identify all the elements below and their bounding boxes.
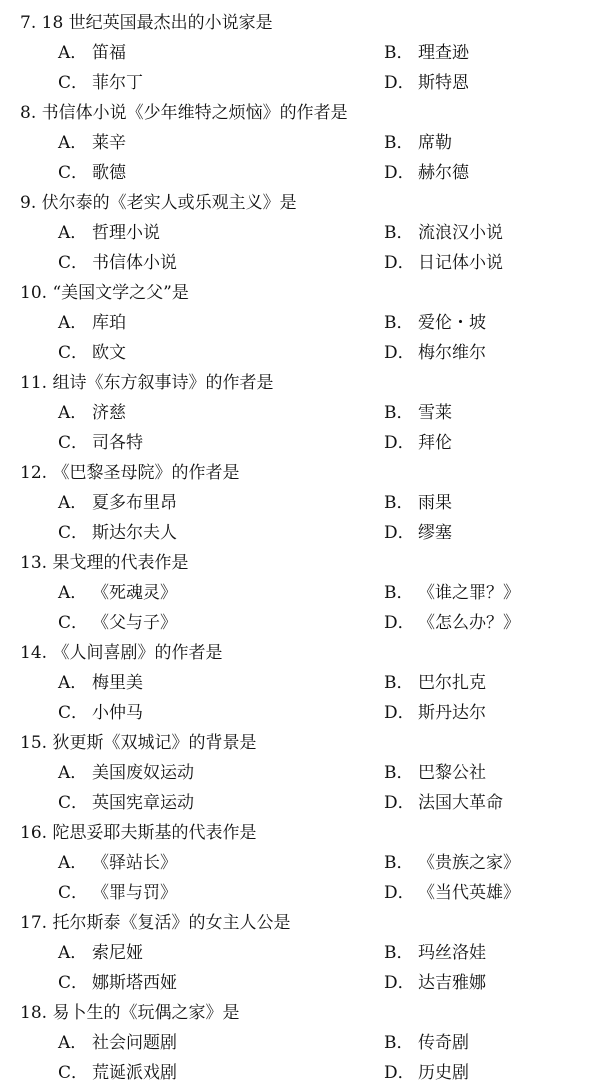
question-number: 18. bbox=[20, 1003, 48, 1023]
option-item bbox=[58, 398, 126, 428]
option-letter: D． bbox=[384, 163, 415, 183]
option-text: 流浪汉小说 bbox=[418, 223, 503, 243]
question-item bbox=[0, 998, 601, 1088]
option-text: 社会问题剧 bbox=[92, 1033, 177, 1053]
option-item bbox=[58, 788, 194, 818]
option-letter: D． bbox=[384, 883, 415, 903]
option-text: 济慈 bbox=[92, 403, 126, 423]
option-text: 爱伦・坡 bbox=[418, 313, 486, 333]
question-stem bbox=[0, 998, 601, 1028]
option-row bbox=[0, 878, 601, 908]
option-item bbox=[384, 248, 503, 278]
question-item bbox=[0, 728, 601, 818]
option-letter: C． bbox=[58, 793, 89, 813]
option-text: 巴尔扎克 bbox=[418, 673, 486, 693]
option-item bbox=[58, 938, 143, 968]
option-item bbox=[384, 428, 452, 458]
option-text: 斯丹达尔 bbox=[418, 703, 486, 723]
question-list bbox=[0, 8, 601, 1088]
option-item bbox=[58, 218, 160, 248]
option-letter: B． bbox=[384, 403, 414, 423]
question-number: 14. bbox=[20, 643, 48, 663]
option-row bbox=[0, 338, 601, 368]
option-letter: A． bbox=[58, 133, 88, 153]
option-text: 梅里美 bbox=[92, 673, 143, 693]
question-text: 18 世纪英国最杰出的小说家是 bbox=[41, 13, 273, 33]
question-text: “美国文学之父”是 bbox=[52, 283, 189, 303]
question-item bbox=[0, 548, 601, 638]
option-row bbox=[0, 938, 601, 968]
option-text: 哲理小说 bbox=[92, 223, 160, 243]
option-letter: A． bbox=[58, 943, 88, 963]
option-letter: A． bbox=[58, 673, 88, 693]
option-row bbox=[0, 578, 601, 608]
option-row bbox=[0, 218, 601, 248]
option-letter: B． bbox=[384, 583, 414, 603]
option-row bbox=[0, 788, 601, 818]
option-letter: B． bbox=[384, 673, 414, 693]
option-text: 《驿站长》 bbox=[92, 853, 177, 873]
question-number: 17. bbox=[20, 913, 48, 933]
option-text: 《谁之罪？》 bbox=[418, 583, 520, 603]
option-letter: A． bbox=[58, 763, 88, 783]
question-item bbox=[0, 368, 601, 458]
option-row bbox=[0, 128, 601, 158]
question-text: 《人间喜剧》的作者是 bbox=[52, 643, 223, 663]
option-letter: C． bbox=[58, 883, 89, 903]
option-letter: A． bbox=[58, 403, 88, 423]
question-number: 12. bbox=[20, 463, 48, 483]
option-letter: A． bbox=[58, 223, 88, 243]
option-row bbox=[0, 308, 601, 338]
option-text: 歌德 bbox=[92, 163, 126, 183]
option-item bbox=[58, 518, 177, 548]
question-stem bbox=[0, 458, 601, 488]
option-item bbox=[58, 668, 143, 698]
option-letter: A． bbox=[58, 853, 88, 873]
option-text: 历史剧 bbox=[418, 1063, 469, 1083]
question-number: 11. bbox=[20, 373, 48, 393]
option-text: 库珀 bbox=[92, 313, 126, 333]
option-item bbox=[384, 398, 452, 428]
option-letter: D． bbox=[384, 613, 415, 633]
option-item bbox=[58, 848, 177, 878]
option-item bbox=[58, 308, 126, 338]
option-item bbox=[58, 1028, 177, 1058]
option-item bbox=[384, 578, 520, 608]
question-item bbox=[0, 818, 601, 908]
question-item bbox=[0, 458, 601, 548]
option-text: 传奇剧 bbox=[418, 1033, 469, 1053]
option-text: 赫尔德 bbox=[418, 163, 469, 183]
option-item bbox=[58, 248, 177, 278]
option-letter: C． bbox=[58, 613, 89, 633]
option-text: 巴黎公社 bbox=[418, 763, 486, 783]
option-item bbox=[58, 158, 126, 188]
option-letter: B． bbox=[384, 313, 414, 333]
option-letter: D． bbox=[384, 253, 415, 273]
option-text: 《怎么办？》 bbox=[418, 613, 520, 633]
option-row bbox=[0, 698, 601, 728]
option-text: 菲尔丁 bbox=[92, 73, 143, 93]
option-item bbox=[384, 518, 452, 548]
option-letter: B． bbox=[384, 133, 414, 153]
option-row bbox=[0, 488, 601, 518]
option-letter: A． bbox=[58, 493, 88, 513]
option-text: 索尼娅 bbox=[92, 943, 143, 963]
question-stem bbox=[0, 728, 601, 758]
option-item bbox=[384, 848, 520, 878]
option-row bbox=[0, 398, 601, 428]
question-number: 7. bbox=[20, 13, 37, 33]
option-item bbox=[58, 1058, 177, 1088]
option-item bbox=[384, 488, 452, 518]
option-text: 拜伦 bbox=[418, 433, 452, 453]
option-letter: D． bbox=[384, 433, 415, 453]
option-text: 小仲马 bbox=[92, 703, 143, 723]
option-letter: D． bbox=[384, 523, 415, 543]
option-text: 席勒 bbox=[418, 133, 452, 153]
option-letter: A． bbox=[58, 583, 88, 603]
option-item bbox=[58, 68, 143, 98]
option-letter: B． bbox=[384, 223, 414, 243]
option-item bbox=[58, 758, 194, 788]
question-stem bbox=[0, 818, 601, 848]
option-item bbox=[384, 608, 520, 638]
option-row bbox=[0, 518, 601, 548]
question-stem bbox=[0, 98, 601, 128]
question-text: 伏尔泰的《老实人或乐观主义》是 bbox=[41, 193, 297, 213]
option-text: 欧文 bbox=[92, 343, 126, 363]
option-item bbox=[58, 608, 177, 638]
question-item bbox=[0, 908, 601, 998]
option-item bbox=[384, 68, 469, 98]
option-text: 英国宪章运动 bbox=[92, 793, 194, 813]
option-item bbox=[384, 1028, 469, 1058]
option-text: 理查逊 bbox=[418, 43, 469, 63]
question-text: 易卜生的《玩偶之家》是 bbox=[52, 1003, 240, 1023]
option-row bbox=[0, 848, 601, 878]
option-row bbox=[0, 1028, 601, 1058]
option-letter: C． bbox=[58, 973, 89, 993]
option-letter: C． bbox=[58, 253, 89, 273]
option-item bbox=[58, 488, 177, 518]
option-row bbox=[0, 1058, 601, 1088]
option-letter: C． bbox=[58, 73, 89, 93]
option-text: 娜斯塔西娅 bbox=[92, 973, 177, 993]
option-item bbox=[384, 698, 486, 728]
option-row bbox=[0, 68, 601, 98]
option-letter: D． bbox=[384, 73, 415, 93]
option-letter: B． bbox=[384, 853, 414, 873]
option-text: 《罪与罚》 bbox=[92, 883, 177, 903]
question-stem bbox=[0, 188, 601, 218]
option-item bbox=[58, 428, 143, 458]
option-text: 梅尔维尔 bbox=[418, 343, 486, 363]
question-number: 10. bbox=[20, 283, 48, 303]
question-number: 15. bbox=[20, 733, 48, 753]
option-row bbox=[0, 758, 601, 788]
option-letter: C． bbox=[58, 163, 89, 183]
option-text: 缪塞 bbox=[418, 523, 452, 543]
option-text: 《当代英雄》 bbox=[418, 883, 520, 903]
option-item bbox=[384, 338, 486, 368]
option-row bbox=[0, 968, 601, 998]
question-stem bbox=[0, 638, 601, 668]
question-stem bbox=[0, 548, 601, 578]
option-item bbox=[384, 308, 486, 338]
option-item bbox=[58, 128, 126, 158]
question-item bbox=[0, 638, 601, 728]
option-text: 斯特恩 bbox=[418, 73, 469, 93]
option-text: 《贵族之家》 bbox=[418, 853, 520, 873]
option-item bbox=[58, 968, 177, 998]
option-text: 日记体小说 bbox=[418, 253, 503, 273]
option-item bbox=[384, 788, 503, 818]
option-text: 雨果 bbox=[418, 493, 452, 513]
option-text: 达吉雅娜 bbox=[418, 973, 486, 993]
option-letter: C． bbox=[58, 433, 89, 453]
option-letter: D． bbox=[384, 973, 415, 993]
question-stem bbox=[0, 278, 601, 308]
question-number: 9. bbox=[20, 193, 37, 213]
option-item bbox=[384, 668, 486, 698]
option-row bbox=[0, 248, 601, 278]
option-letter: D． bbox=[384, 1063, 415, 1083]
option-item bbox=[384, 1058, 469, 1088]
option-text: 斯达尔夫人 bbox=[92, 523, 177, 543]
question-item bbox=[0, 278, 601, 368]
option-text: 夏多布里昂 bbox=[92, 493, 177, 513]
option-letter: C． bbox=[58, 343, 89, 363]
option-letter: D． bbox=[384, 703, 415, 723]
question-number: 13. bbox=[20, 553, 48, 573]
option-letter: C． bbox=[58, 523, 89, 543]
option-text: 司各特 bbox=[92, 433, 143, 453]
option-text: 莱辛 bbox=[92, 133, 126, 153]
option-letter: A． bbox=[58, 43, 88, 63]
option-item bbox=[384, 758, 486, 788]
option-text: 荒诞派戏剧 bbox=[92, 1063, 177, 1083]
option-text: 雪莱 bbox=[418, 403, 452, 423]
question-text: 托尔斯泰《复活》的女主人公是 bbox=[52, 913, 291, 933]
option-letter: D． bbox=[384, 793, 415, 813]
option-row bbox=[0, 608, 601, 638]
option-row bbox=[0, 158, 601, 188]
option-text: 《死魂灵》 bbox=[92, 583, 177, 603]
option-item bbox=[58, 338, 126, 368]
option-letter: B． bbox=[384, 763, 414, 783]
question-text: 书信体小说《少年维特之烦恼》的作者是 bbox=[41, 103, 348, 123]
option-text: 书信体小说 bbox=[92, 253, 177, 273]
option-item bbox=[58, 578, 177, 608]
option-row bbox=[0, 38, 601, 68]
option-letter: A． bbox=[58, 313, 88, 333]
question-stem bbox=[0, 8, 601, 38]
option-letter: C． bbox=[58, 703, 89, 723]
option-letter: B． bbox=[384, 1033, 414, 1053]
question-number: 8. bbox=[20, 103, 37, 123]
option-text: 法国大革命 bbox=[418, 793, 503, 813]
option-item bbox=[384, 218, 503, 248]
option-letter: B． bbox=[384, 43, 414, 63]
question-text: 果戈理的代表作是 bbox=[52, 553, 189, 573]
option-row bbox=[0, 668, 601, 698]
question-stem bbox=[0, 368, 601, 398]
option-item bbox=[58, 878, 177, 908]
option-letter: C． bbox=[58, 1063, 89, 1083]
question-item bbox=[0, 8, 601, 98]
question-item bbox=[0, 188, 601, 278]
option-item bbox=[58, 698, 143, 728]
option-letter: D． bbox=[384, 343, 415, 363]
option-item bbox=[384, 878, 520, 908]
option-item bbox=[384, 128, 452, 158]
question-stem bbox=[0, 908, 601, 938]
question-text: 狄更斯《双城记》的背景是 bbox=[52, 733, 257, 753]
option-letter: B． bbox=[384, 493, 414, 513]
question-text: 陀思妥耶夫斯基的代表作是 bbox=[52, 823, 257, 843]
option-item bbox=[384, 158, 469, 188]
option-item bbox=[384, 38, 469, 68]
option-text: 笛福 bbox=[92, 43, 126, 63]
option-text: 美国废奴运动 bbox=[92, 763, 194, 783]
question-number: 16. bbox=[20, 823, 48, 843]
option-row bbox=[0, 428, 601, 458]
question-item bbox=[0, 98, 601, 188]
question-text: 组诗《东方叙事诗》的作者是 bbox=[52, 373, 274, 393]
option-item bbox=[384, 938, 486, 968]
option-letter: A． bbox=[58, 1033, 88, 1053]
option-item bbox=[384, 968, 486, 998]
option-text: 《父与子》 bbox=[92, 613, 177, 633]
option-item bbox=[58, 38, 126, 68]
option-letter: B． bbox=[384, 943, 414, 963]
option-text: 玛丝洛娃 bbox=[418, 943, 486, 963]
question-text: 《巴黎圣母院》的作者是 bbox=[52, 463, 240, 483]
